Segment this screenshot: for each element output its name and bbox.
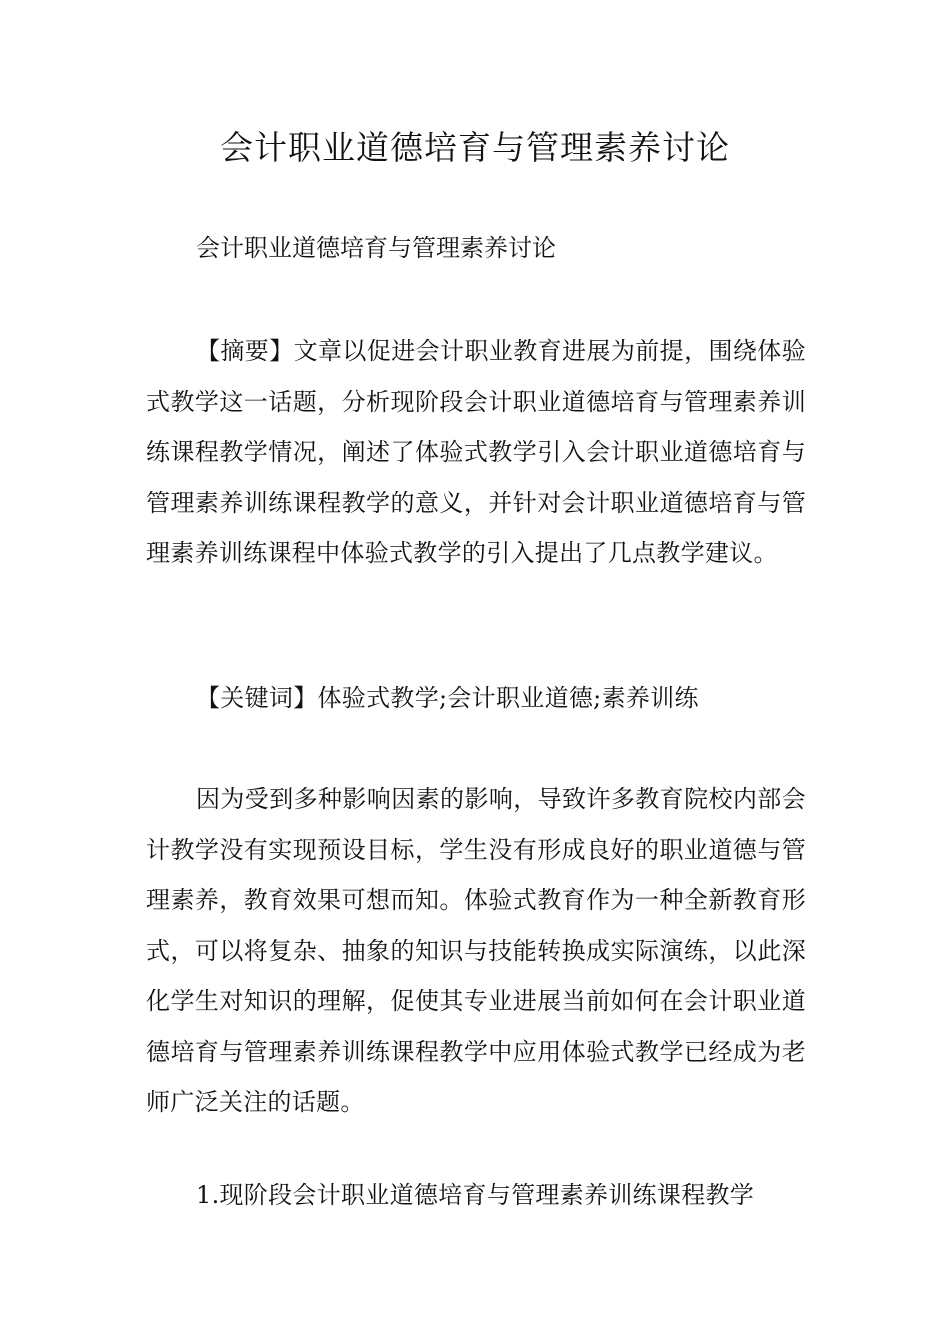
document-subtitle: 会计职业道德培育与管理素养讨论 <box>196 234 556 262</box>
keywords-paragraph: 【关键词】体验式教学;会计职业道德;素养训练 <box>196 684 699 712</box>
abstract-paragraph: 【摘要】文章以促进会计职业教育进展为前提，围绕体验式教学这一话题，分析现阶段会计职业道德培育与管理素养训练课程教学情况，阐述了体验式教学引入会计职业道德培育与管理素养训练课程教学的意义，并针对会计职业道德培育与管理素养训练课程中体验式教学的引入提出了几点教学建议。 <box>146 337 806 567</box>
intro-paragraph: 因为受到多种影响因素的影响，导致许多教育院校内部会计教学没有实现预设目标，学生没有形成良好的职业道德与管理素养，教育效果可想而知。体验式教育作为一种全新教育形式，可以将复杂、抽象的知识与技能转换成实际演练，以此深化学生对知识的理解，促使其专业进展当前如何在会计职业道德培育与管理素养训练课程教学中应用体验式教学已经成为老师广泛关注的话题。 <box>146 785 806 1116</box>
document-title: 会计职业道德培育与管理素养讨论 <box>220 128 730 167</box>
section-heading: 1.现阶段会计职业道德培育与管理素养训练课程教学 <box>196 1181 755 1209</box>
